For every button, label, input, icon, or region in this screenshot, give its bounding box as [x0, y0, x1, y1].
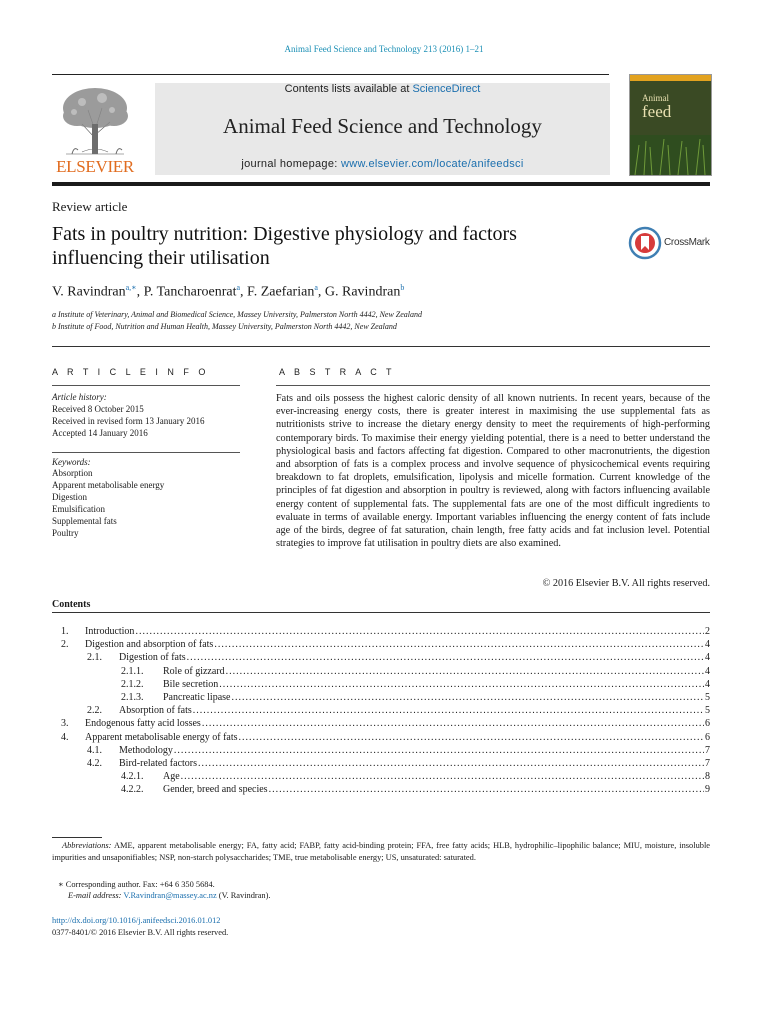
keyword-item: Absorption	[52, 468, 93, 478]
contents-prefix: Contents lists available at	[284, 83, 413, 95]
toc-page-number[interactable]: 4	[705, 665, 710, 677]
history-accepted: Accepted 14 January 2016	[52, 428, 148, 438]
toc-line	[119, 704, 710, 717]
article-info-rule	[52, 385, 240, 386]
toc-dot-leader	[193, 704, 704, 717]
toc-page-number[interactable]: 7	[705, 744, 710, 756]
toc-entry[interactable]	[0, 651, 768, 664]
toc-line	[119, 757, 710, 770]
journal-reference[interactable]: Animal Feed Science and Technology 213 (2016) 1–21	[284, 44, 484, 54]
toc-title[interactable]: Pancreatic lipase	[163, 692, 231, 703]
toc-line	[85, 717, 710, 730]
author-affiliation-marker[interactable]: a	[314, 283, 318, 292]
toc-number: 4.2.1.	[121, 771, 144, 783]
toc-page-number[interactable]: 5	[705, 692, 710, 703]
author-separator: ,	[317, 284, 325, 300]
toc-dot-leader	[135, 625, 704, 638]
affiliation-a: a Institute of Veterinary, Animal and Biomedical Science, Massey University, Palmerston North 4442, New Zealand	[52, 310, 423, 319]
history-received: Received 8 October 2015	[52, 404, 144, 414]
sciencedirect-link[interactable]: ScienceDirect	[412, 83, 481, 95]
article-title: Fats in poultry nutrition: Digestive physiology and factors influencing their utilisation	[52, 223, 517, 269]
toc-title[interactable]: Digestion and absorption of fats	[85, 639, 214, 651]
toc-dot-leader	[187, 651, 704, 664]
toc-entry[interactable]	[0, 638, 768, 651]
journal-homepage	[155, 158, 610, 170]
abbreviations-text: AME, apparent metabolisable energy; FA, fatty acid; FABP, fatty acid-binding protein; FFA, free fatty acids; HLB, hydrophilic–lipophilic balance; MIU, moisture, insoluble impurities and unsaponifiables; NSP, non-starch polysaccharides; TME, true metabolisable energy; US, unsaturated: saturated.	[52, 841, 710, 862]
toc-title[interactable]: Absorption of fats	[119, 705, 192, 717]
toc-entry[interactable]	[0, 625, 768, 638]
email-footnote	[68, 891, 271, 900]
corresponding-author-note: ∗ Corresponding author. Fax: +64 6 350 5684.	[58, 880, 215, 889]
toc-dot-leader	[269, 783, 704, 796]
toc-line	[119, 744, 710, 757]
toc-page-number[interactable]: 4	[705, 678, 710, 690]
author-affiliation-marker[interactable]: a	[236, 283, 241, 292]
toc-number: 2.1.	[87, 652, 102, 664]
toc-title[interactable]: Age	[163, 771, 180, 783]
toc-number: 2.2.	[87, 705, 102, 717]
toc-entry[interactable]	[0, 678, 768, 691]
history-revised: Received in revised form 13 January 2016	[52, 416, 205, 426]
toc-dot-leader	[198, 757, 704, 770]
toc-dot-leader	[239, 731, 704, 744]
toc-number: 4.2.2.	[121, 784, 144, 796]
toc-entry[interactable]	[0, 691, 768, 704]
keywords-rule	[52, 452, 240, 453]
copyright-notice: © 2016 Elsevier B.V. All rights reserved.	[542, 578, 710, 589]
abstract-heading: A B S T R A C T	[279, 367, 396, 377]
contents-rule	[52, 612, 710, 613]
toc-page-number[interactable]: 9	[705, 784, 710, 796]
author-list	[52, 283, 404, 301]
homepage-prefix: journal homepage:	[241, 158, 341, 170]
toc-number: 4.1.	[87, 744, 102, 756]
keyword-item: Digestion	[52, 492, 87, 502]
toc-page-number[interactable]: 6	[705, 731, 710, 743]
author-separator: ,	[240, 284, 248, 300]
author-name[interactable]: G. Ravindran	[324, 284, 401, 300]
toc-line	[85, 638, 710, 651]
toc-number: 4.	[61, 731, 69, 743]
toc-dot-leader	[219, 678, 704, 691]
toc-line	[119, 651, 710, 664]
toc-entry[interactable]	[0, 717, 768, 730]
article-history-label: Article history:	[52, 392, 107, 402]
article-info-heading: A R T I C L E I N F O	[52, 367, 209, 377]
contents-availability	[155, 83, 610, 95]
masthead-thick-rule	[52, 182, 710, 186]
article-type: Review article	[52, 199, 128, 214]
toc-line	[163, 770, 710, 783]
toc-dot-leader	[181, 770, 704, 783]
toc-dot-leader	[174, 744, 704, 757]
toc-page-number[interactable]: 6	[705, 718, 710, 730]
cover-title-feed: feed	[642, 102, 672, 121]
toc-title[interactable]: Methodology	[119, 744, 173, 756]
author-email-link[interactable]: V.Ravindran@massey.ac.nz	[123, 891, 217, 900]
toc-page-number[interactable]: 4	[705, 639, 710, 651]
author-affiliation-marker[interactable]: a,∗	[125, 283, 137, 292]
journal-cover-image[interactable]	[629, 74, 712, 176]
journal-title: Animal Feed Science and Technology	[223, 114, 542, 138]
toc-title[interactable]: Apparent metabolisable energy of fats	[85, 731, 238, 743]
toc-entry[interactable]	[0, 770, 768, 783]
toc-title[interactable]: Gender, breed and species	[163, 784, 268, 796]
author-separator: ,	[136, 284, 144, 300]
email-suffix: (V. Ravindran).	[216, 891, 271, 900]
author-affiliation-marker[interactable]: b	[400, 283, 405, 292]
toc-number: 3.	[61, 718, 69, 730]
toc-page-number[interactable]: 4	[705, 652, 710, 664]
toc-dot-leader	[214, 638, 704, 651]
toc-line	[163, 691, 710, 704]
email-label: E-mail address:	[68, 891, 122, 900]
toc-line	[163, 665, 710, 678]
header-rule	[52, 74, 609, 75]
toc-dot-leader	[231, 691, 704, 704]
abbreviations-label: Abbreviations:	[62, 841, 112, 850]
toc-number: 1.	[61, 626, 69, 637]
keyword-item: Poultry	[52, 528, 79, 538]
keyword-item: Emulsification	[52, 504, 105, 514]
keyword-item: Supplemental fats	[52, 516, 117, 526]
toc-line	[85, 731, 710, 744]
abbreviations-footnote	[52, 840, 710, 863]
toc-number: 2.1.3.	[121, 692, 144, 703]
crossmark-label[interactable]: CrossMark	[664, 237, 710, 248]
elsevier-wordmark: ELSEVIER	[56, 157, 134, 176]
issn-copyright: 0377-8401/© 2016 Elsevier B.V. All rights reserved.	[52, 928, 229, 937]
toc-line	[163, 783, 710, 796]
toc-title[interactable]: Bird-related factors	[119, 758, 198, 769]
toc-title[interactable]: Introduction	[85, 626, 135, 637]
toc-title[interactable]: Bile secretion	[163, 678, 219, 690]
toc-number: 4.2.	[87, 758, 102, 769]
toc-line	[85, 625, 710, 638]
affiliation-b: b Institute of Food, Nutrition and Human Health, Massey University, Palmerston North 4442, New Zealand	[52, 322, 397, 331]
footnote-rule	[52, 837, 102, 838]
keyword-item: Apparent metabolisable energy	[52, 480, 165, 490]
toc-title[interactable]: Endogenous fatty acid losses	[85, 718, 201, 730]
toc-entry[interactable]	[0, 731, 768, 744]
toc-number: 2.1.1.	[121, 665, 144, 677]
toc-page-number[interactable]: 7	[705, 758, 710, 769]
cover-artwork	[630, 75, 711, 175]
toc-entry[interactable]	[0, 665, 768, 678]
toc-line	[163, 678, 710, 691]
toc-title[interactable]: Role of gizzard	[163, 665, 225, 677]
homepage-link[interactable]: www.elsevier.com/locate/anifeedsci	[340, 158, 524, 170]
author-name[interactable]: P. Tancharoenrat	[143, 284, 237, 300]
affiliation-rule	[52, 346, 710, 347]
toc-entry[interactable]	[0, 783, 768, 796]
toc-number: 2.	[61, 639, 69, 651]
author-name[interactable]: F. Zaefarian	[247, 284, 315, 300]
toc-page-number[interactable]: 8	[705, 771, 710, 783]
abstract-rule	[276, 385, 710, 386]
toc-entry[interactable]	[0, 757, 768, 770]
contents-heading: Contents	[52, 599, 91, 610]
toc-number: 2.1.2.	[121, 678, 144, 690]
toc-page-number[interactable]: 2	[705, 626, 710, 637]
toc-page-number[interactable]: 5	[705, 705, 710, 717]
toc-entry[interactable]	[0, 704, 768, 717]
keywords-label: Keywords:	[52, 457, 91, 467]
toc-dot-leader	[202, 717, 704, 730]
cover-title-animal: Animal	[642, 93, 669, 103]
abstract-body: Fats and oils possess the highest caloric density of all known nutrients. In recent years, because of the ever-increasing energy costs, there is greater interest in maximising the use supplemental fats as nutritionists strive to increase the dietary energy density to meet the requirements of high-performing contemporary birds. To maximise their energy yielding potential, there is a need to better understand the physiological basis and factors affecting fat digestion. Compared to other macronutrients, the digestion and absorption of fats is a complex process and involve sequence of physicochemical events requiring breakdown to fat droplets, emulsification, lipolysis and micelle formation. Current knowledge of the principles of fat digestion and absorption in poultry is reviewed, along with factors influencing available energy content of supplemental fats. The supplemental fats are one of the most difficult ingredients to evaluate in terms of available energy. Important variables influencing the energy content of fats include age of the birds, degree of fat saturation, chain length, free fatty acids and fat inclusion level. Potential strategies to improve fat utilisation in poultry diets are also examined.	[276, 393, 710, 550]
toc-entry[interactable]	[0, 744, 768, 757]
author-name[interactable]: V. Ravindran	[52, 284, 126, 300]
toc-title[interactable]: Digestion of fats	[119, 652, 186, 664]
doi-link[interactable]: http://dx.doi.org/10.1016/j.anifeedsci.2016.01.012	[52, 916, 221, 925]
toc-dot-leader	[226, 665, 704, 678]
